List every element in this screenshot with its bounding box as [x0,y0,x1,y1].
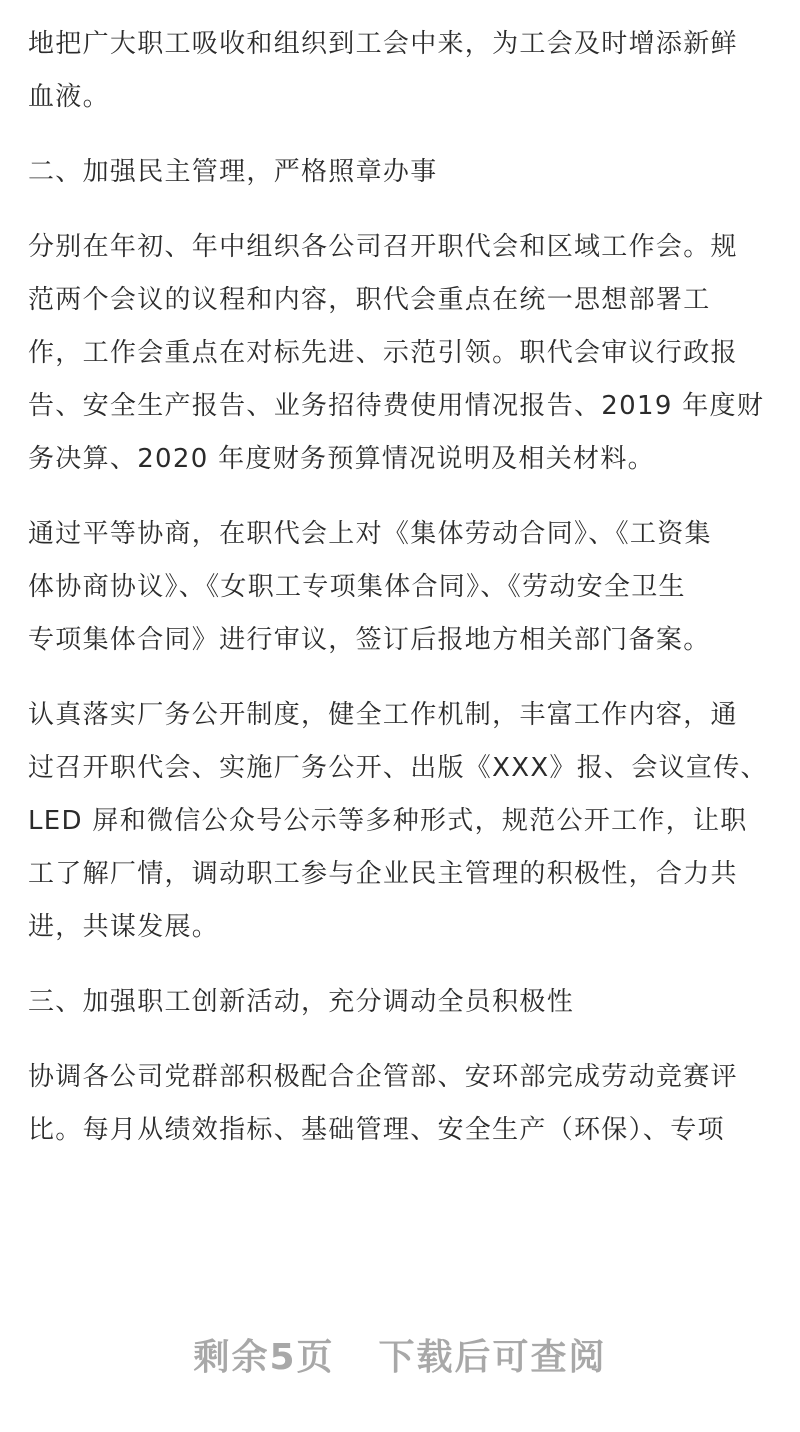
text-line: 认真落实厂务公开制度，健全工作机制，丰富工作内容，通 [28,700,738,730]
paragraph-4 [28,1051,776,1157]
text-line: 范两个会议的议程和内容，职代会重点在统一思想部署工 [28,285,711,315]
text-line: 过召开职代会、实施厂务公开、出版《XXX》报、会议宣传、 [28,753,768,783]
text-line: 进，共谋发展。 [28,912,220,942]
section-heading-3: 三、加强职工创新活动，充分调动全员积极性 [28,987,575,1017]
download-hint-label: 下载后可查阅 [378,1337,607,1378]
section-heading-2: 二、加强民主管理，严格照章办事 [28,157,438,187]
text-line: 务决算、2020 年度财务预算情况说明及相关材料。 [28,444,655,474]
text-line: 血液。 [28,82,110,112]
content-fade [0,1230,800,1320]
text-line: 告、安全生产报告、业务招待费使用情况报告、2019 年度财 [28,391,765,421]
document-body [28,18,776,1179]
text-line: 协调各公司党群部积极配合企管部、安环部完成劳动竞赛评 [28,1062,738,1092]
text-line: 专项集体合同》进行审议，签订后报地方相关部门备案。 [28,625,711,655]
download-banner[interactable] [0,1330,800,1386]
text-line: LED 屏和微信公众号公示等多种形式，规范公开工作，让职 [28,806,748,836]
text-line: 体协商协议》、《女职工专项集体合同》、《劳动安全卫生 [28,572,686,602]
text-line: 通过平等协商，在职代会上对《集体劳动合同》、《工资集 [28,519,712,549]
paragraph-1 [28,221,776,486]
text-line: 地把广大职工吸收和组织到工会中来，为工会及时增添新鲜 [28,29,738,59]
text-line: 作，工作会重点在对标先进、示范引领。职代会审议行政报 [28,338,738,368]
text-line: 分别在年初、年中组织各公司召开职代会和区域工作会。规 [28,232,738,262]
remaining-pages-label: 剩余5页 [193,1337,335,1378]
paragraph-2 [28,508,776,667]
paragraph-3 [28,689,776,954]
paragraph-0 [28,18,776,124]
text-line: 比。每月从绩效指标、基础管理、安全生产（环保）、专项 [28,1115,725,1145]
text-line: 工了解厂情，调动职工参与企业民主管理的积极性，合力共 [28,859,738,889]
